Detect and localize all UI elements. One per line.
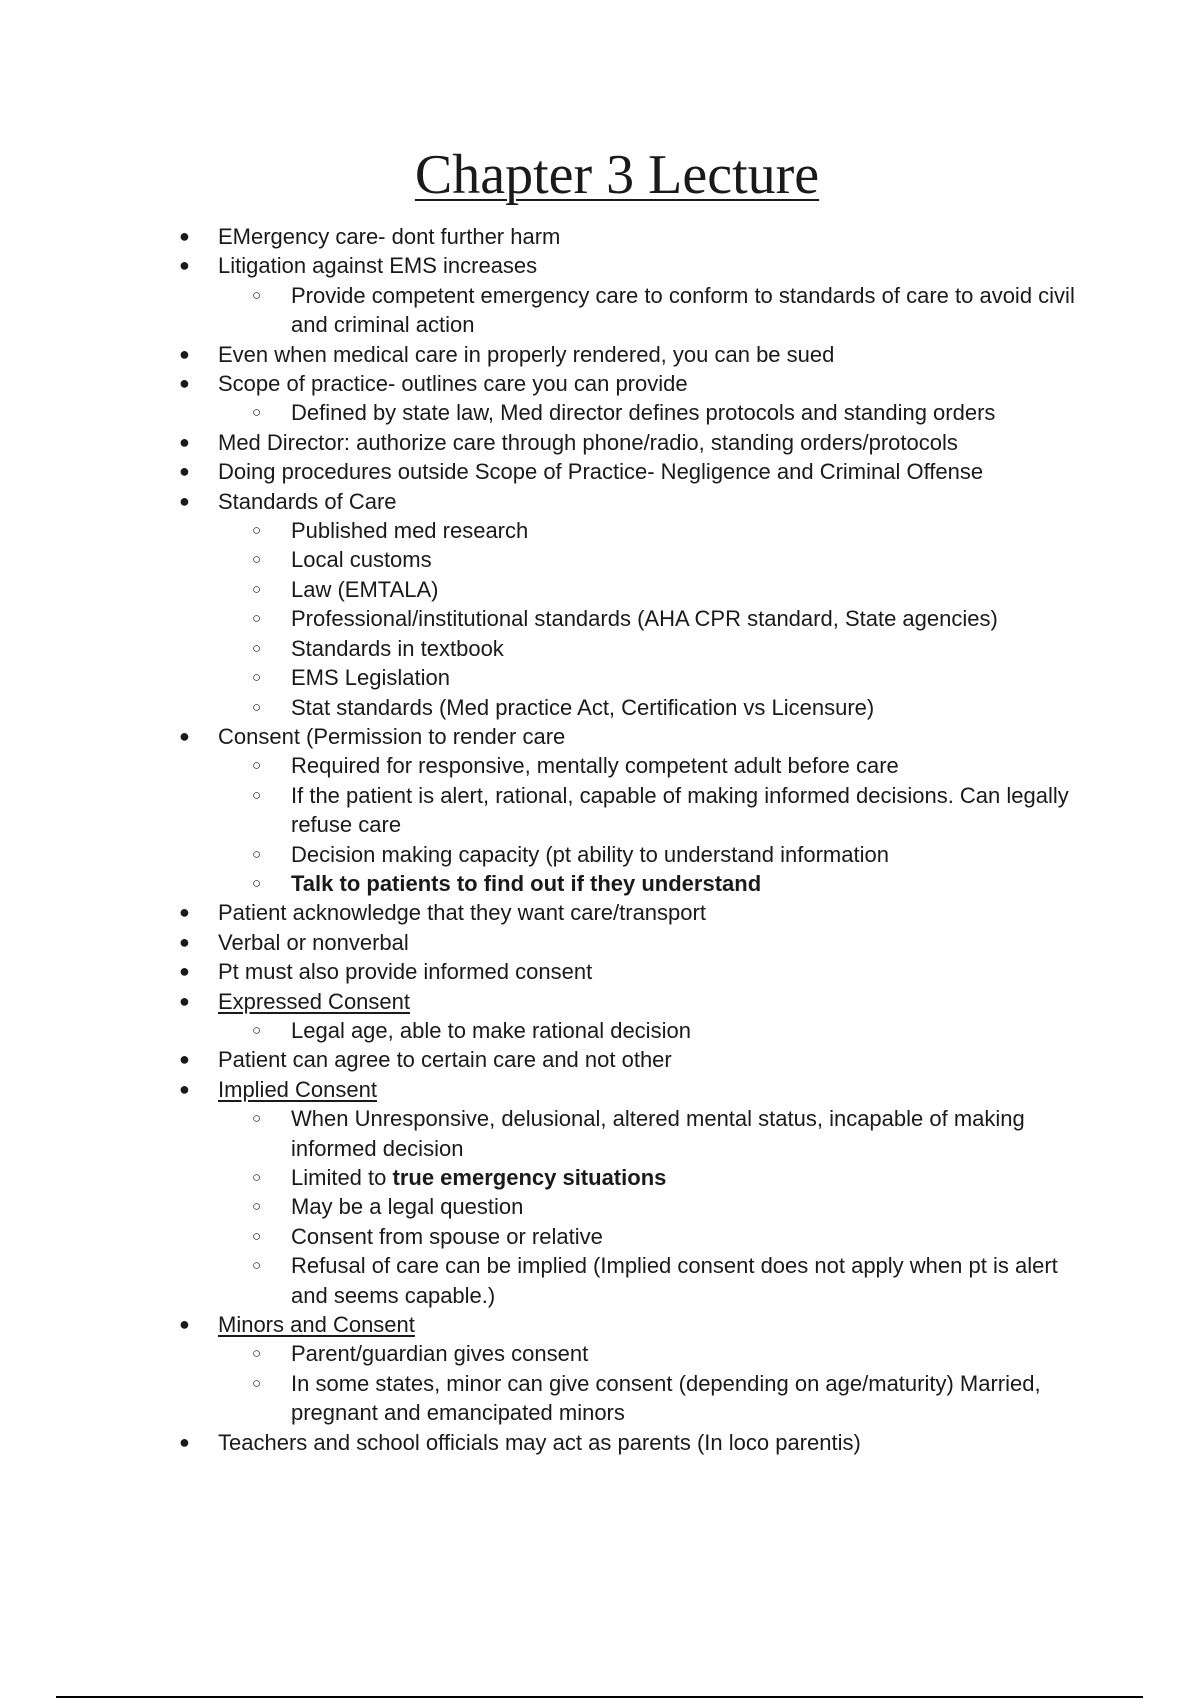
hollow-bullet-icon: ○	[252, 1227, 262, 1245]
sub-bullet-item	[218, 1192, 1098, 1221]
bullet-text: In some states, minor can give consent (depending on age/maturity) Married, pregnant and emancipated minors	[291, 1370, 1041, 1426]
hollow-bullet-icon: ○	[252, 698, 262, 716]
filled-bullet-icon: ●	[179, 343, 190, 364]
filled-bullet-icon: ●	[179, 931, 190, 952]
bullet-text: Provide competent emergency care to conform to standards of care to avoid civil and criminal action	[291, 282, 1075, 338]
bullet-item	[179, 251, 1098, 280]
sub-bullet-item	[218, 869, 1098, 898]
bullet-item	[179, 428, 1098, 457]
bullet-text: Pt must also provide informed consent	[218, 959, 593, 985]
bullet-item	[179, 222, 1098, 251]
bullet-item	[179, 722, 1098, 751]
hollow-bullet-icon: ○	[252, 1257, 262, 1275]
bold-emphasis: true emergency situations	[392, 1165, 667, 1190]
sub-bullet-item	[218, 1163, 1098, 1192]
bullet-item	[179, 340, 1098, 369]
bullet-text: EMergency care- dont further harm	[218, 224, 561, 249]
bullet-text: Implied Consent	[218, 1076, 377, 1102]
hollow-bullet-icon: ○	[252, 286, 262, 304]
bullet-item	[179, 1075, 1098, 1104]
sub-bullet-item	[218, 663, 1098, 692]
footer-divider	[56, 1696, 1143, 1698]
bullet-text: EMS Legislation	[291, 665, 450, 691]
bullet-text: Stat standards (Med practice Act, Certification vs Licensure)	[291, 694, 875, 720]
bullet-item	[179, 1310, 1098, 1339]
bullet-item	[179, 957, 1098, 986]
sub-bullet-item	[218, 281, 1098, 340]
bullet-text: Standards of Care	[218, 488, 397, 514]
bullet-text: May be a legal question	[291, 1194, 524, 1220]
bullet-text: Scope of practice- outlines care you can provide	[218, 371, 688, 397]
sub-bullet-item	[218, 1251, 1098, 1310]
bullet-text: Standards in textbook	[291, 635, 504, 661]
hollow-bullet-icon: ○	[252, 1374, 262, 1392]
filled-bullet-icon: ●	[179, 990, 190, 1011]
hollow-bullet-icon: ○	[252, 1169, 262, 1186]
bullet-text: If the patient is alert, rational, capable of making informed decisions. Can legally refuse care	[291, 782, 1069, 838]
filled-bullet-icon: ●	[179, 255, 190, 276]
filled-bullet-icon: ●	[179, 490, 190, 511]
bullet-text: Med Director: authorize care through phone/radio, standing orders/protocols	[218, 429, 958, 455]
bullet-text: Minors and Consent	[218, 1312, 415, 1338]
bullet-text: Teachers and school officials may act as parents (In loco parentis)	[218, 1429, 861, 1455]
hollow-bullet-icon: ○	[252, 639, 262, 657]
sub-bullet-item	[218, 693, 1098, 722]
hollow-bullet-icon: ○	[252, 1021, 262, 1039]
hollow-bullet-icon: ○	[252, 404, 262, 422]
filled-bullet-icon: ●	[179, 373, 190, 394]
filled-bullet-icon: ●	[179, 961, 190, 982]
sub-bullet-item	[218, 545, 1098, 574]
bullet-item	[179, 1045, 1098, 1074]
bullet-item	[179, 487, 1098, 516]
filled-bullet-icon: ●	[179, 725, 190, 746]
bullet-text: Refusal of care can be implied (Implied consent does not apply when pt is alert and seems capable.)	[291, 1253, 1058, 1308]
hollow-bullet-icon: ○	[252, 580, 262, 598]
sub-bullet-item	[218, 751, 1098, 780]
hollow-bullet-icon: ○	[252, 786, 262, 804]
bullet-item	[179, 1428, 1098, 1457]
filled-bullet-icon: ●	[179, 431, 190, 452]
bullet-text: Doing procedures outside Scope of Practice- Negligence and Criminal Offense	[218, 459, 984, 485]
bullet-item	[179, 369, 1098, 398]
bullet-text: Verbal or nonverbal	[218, 929, 409, 955]
sub-bullet-item	[218, 398, 1098, 427]
sub-bullet-item	[218, 1369, 1098, 1428]
bullet-text: Published med research	[291, 518, 529, 544]
bullet-text: Patient can agree to certain care and not other	[218, 1047, 672, 1073]
bullet-text: Parent/guardian gives consent	[291, 1341, 589, 1367]
filled-bullet-icon: ●	[179, 1314, 190, 1335]
hollow-bullet-icon: ○	[252, 845, 262, 863]
hollow-bullet-icon: ○	[252, 551, 262, 569]
sub-bullet-item	[218, 781, 1098, 840]
filled-bullet-icon: ●	[179, 1049, 190, 1070]
bullet-text: Talk to patients to find out if they understand	[291, 870, 762, 896]
bullet-text: Limited to	[291, 1165, 393, 1190]
filled-bullet-icon: ●	[179, 226, 190, 246]
bullet-text: Legal age, able to make rational decision	[291, 1017, 691, 1043]
bullet-text: Patient acknowledge that they want care/transport	[218, 900, 706, 926]
hollow-bullet-icon: ○	[252, 669, 262, 687]
hollow-bullet-icon: ○	[252, 757, 262, 775]
bullet-text: Defined by state law, Med director defines protocols and standing orders	[291, 400, 996, 426]
bullet-item	[179, 987, 1098, 1016]
hollow-bullet-icon: ○	[252, 1345, 262, 1363]
bullet-item	[179, 898, 1098, 927]
bullet-text: Litigation against EMS increases	[218, 253, 538, 279]
sub-bullet-item	[218, 840, 1098, 869]
hollow-bullet-icon: ○	[252, 522, 262, 540]
page-title: Chapter 3 Lecture	[414, 144, 820, 206]
bullet-text: Consent from spouse or relative	[291, 1223, 603, 1249]
bullet-text: Consent (Permission to render care	[218, 723, 566, 749]
bullet-text: Professional/institutional standards (AHA CPR standard, State agencies)	[291, 606, 998, 632]
bullet-text: Required for responsive, mentally competent adult before care	[291, 753, 899, 779]
bullet-item	[179, 928, 1098, 957]
bullet-item	[179, 457, 1098, 486]
bullet-text: Local customs	[291, 547, 432, 573]
sub-bullet-item	[218, 575, 1098, 604]
bullet-text: When Unresponsive, delusional, altered mental status, incapable of making informed decision	[291, 1106, 1025, 1161]
filled-bullet-icon: ●	[179, 461, 190, 482]
sub-bullet-item	[218, 1339, 1098, 1368]
bullet-text: Expressed Consent	[218, 988, 410, 1014]
hollow-bullet-icon: ○	[252, 1198, 262, 1216]
sub-bullet-item	[218, 1222, 1098, 1251]
lecture-notes-list	[179, 222, 1098, 1457]
filled-bullet-icon: ●	[179, 1431, 190, 1452]
sub-bullet-item	[218, 634, 1098, 663]
filled-bullet-icon: ●	[179, 1078, 190, 1099]
hollow-bullet-icon: ○	[252, 610, 262, 628]
sub-bullet-item	[218, 516, 1098, 545]
hollow-bullet-icon: ○	[252, 1110, 262, 1128]
hollow-bullet-icon: ○	[252, 874, 262, 892]
sub-bullet-item	[218, 604, 1098, 633]
sub-bullet-item	[218, 1104, 1098, 1163]
bullet-text: Decision making capacity (pt ability to understand information	[291, 841, 889, 867]
bullet-text: Even when medical care in properly rendered, you can be sued	[218, 341, 835, 367]
bullet-text: Law (EMTALA)	[291, 576, 439, 602]
filled-bullet-icon: ●	[179, 902, 190, 923]
sub-bullet-item	[218, 1016, 1098, 1045]
